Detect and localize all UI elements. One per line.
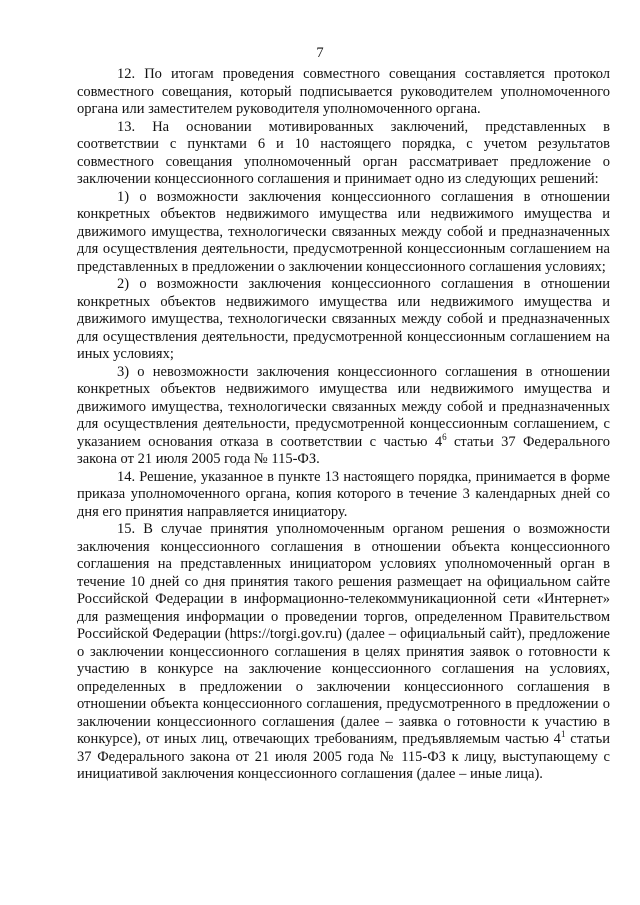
superscript: 6 bbox=[442, 431, 447, 442]
paragraph-13 bbox=[77, 119, 610, 189]
superscript: 1 bbox=[560, 729, 566, 740]
list-item-3 bbox=[77, 364, 610, 469]
list-item-1 bbox=[77, 189, 610, 277]
paragraph-text: 12. По итогам проведения совместного совещания составляется протокол совместного совещания, который подписывается руководителем уполномоченного органа или заместителем руководителя уполномоченного органа. bbox=[77, 66, 610, 117]
paragraph-text: 14. Решение, указанное в пункте 13 настоящего порядка, принимается в форме приказа уполномоченного органа, копия которого в течение 3 календарных дней со дня его принятия направляется инициатору. bbox=[77, 468, 610, 520]
paragraph-15 bbox=[77, 521, 610, 784]
paragraph-text: статьи 37 Федерального закона от 21 июля 2005 года № 115-ФЗ. bbox=[77, 433, 610, 467]
paragraph-14 bbox=[77, 469, 610, 522]
paragraph-text: статьи 37 Федерального закона от 21 июля 2005 года № 115-ФЗ к лицу, выступающему с инициативой заключения концессионного соглашения (далее – иные лица). bbox=[77, 731, 610, 782]
paragraph-text: 2) о возможности заключения концессионного соглашения в отношении конкретных объектов недвижимого имущества или недвижимого имущества и движимого имущества, технологически связанных между собой и предназначенных для осуществления деятельности, предусмотренной концессионным соглашением на иных условиях; bbox=[77, 276, 610, 362]
paragraph-text: 1) о возможности заключения концессионного соглашения в отношении конкретных объектов недвижимого имущества или недвижимого имущества и движимого имущества, технологически связанных между собой и предназначенных для осуществления деятельности, предусмотренной концессионным соглашением на представленных в предложении о заключении концессионного соглашения условиях; bbox=[77, 188, 610, 275]
page-number: 7 bbox=[316, 45, 324, 61]
paragraph-text: 15. В случае принятия уполномоченным органом решения о возможности заключения концессионного соглашения в отношении объекта концессионного соглашения на представленных инициатором условиях уполномоченный орган в течение 10 дней со дня принятия такого решения размещает на официальном сайте Российской Федерации в информационно-телекоммуникационной сети «Интернет» для размещения информации о проведении торгов, определенном Правительством Российской Федерации (https://torgi.gov.ru) (далее – официальный сайт), предложение о заключении концессионного соглашения в целях принятия заявок о готовности к участию в конкурсе на заключение концессионного соглашения на условиях, определенных в предложении о заключении концессионного соглашения в отношении объекта концессионного соглашения, предусмотренного в предложении о заключении концессионного соглашения (далее – заявка о готовности к участию в конкурсе), от иных лиц, отвечающих требованиям, предъявляемым частью 4 bbox=[77, 521, 610, 747]
document-body bbox=[77, 66, 610, 784]
paragraph-12 bbox=[77, 66, 610, 119]
paragraph-text: 13. На основании мотивированных заключений, представленных в соответствии с пунктами 6 и 10 настоящего порядка, с учетом результатов совместного совещания уполномоченный орган рассматривает предложение о заключении концессионного соглашения и принимает одно из следующих решений: bbox=[77, 118, 610, 187]
list-item-2 bbox=[77, 276, 610, 364]
paragraph-text: 3) о невозможности заключения концессионного соглашения в отношении конкретных объектов недвижимого имущества или недвижимого имущества и движимого имущества, технологически связанных между собой и предназначенных для осуществления деятельности, предусмотренной концессионным соглашением, с указанием основания отказа в соответствии с частью 4 bbox=[77, 363, 610, 450]
